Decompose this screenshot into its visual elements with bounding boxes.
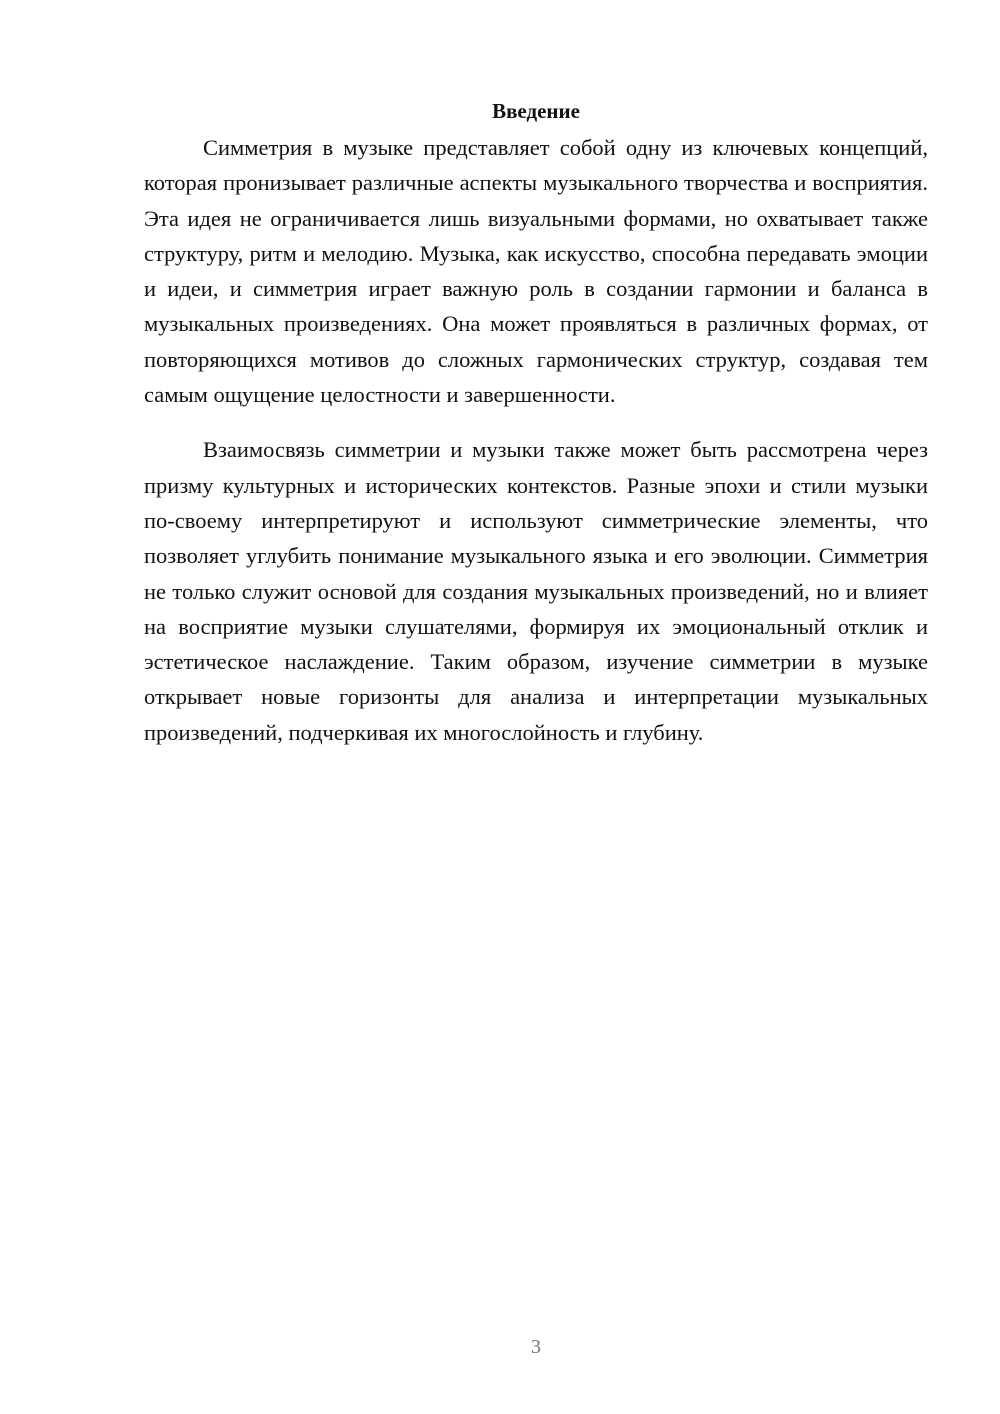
page-content <box>144 96 928 770</box>
page-number: 3 <box>531 1336 541 1358</box>
paragraph-1: Симметрия в музыке представляет собой одну из ключевых концепций, которая пронизывает различные аспекты музыкального творчества и восприятия. Эта идея не ограничивается лишь визуальными формами, но охватывает также структуру, ритм и мелодию. Музыка, как искусство, способна передавать эмоции и идеи, и симметрия играет важную роль в создании гармонии и баланса в музыкальных произведениях. Она может проявляться в различных формах, от повторяющихся мотивов до сложных гармонических структур, создавая тем самым ощущение целостности и завершенности. <box>144 135 928 408</box>
paragraph-2: Взаимосвязь симметрии и музыки также может быть рассмотрена через призму культурных и исторических контекстов. Разные эпохи и стили музыки по-своему интерпретируют и используют симметрические элементы, что позволяет углубить понимание музыкального языка и его эволюции. Симметрия не только служит основой для создания музыкальных произведений, но и влияет на восприятие музыки слушателями, формируя их эмоциональный отклик и эстетическое наслаждение. Таким образом, изучение симметрии в музыке открывает новые горизонты для анализа и интерпретации музыкальных произведений, подчеркивая их многослойность и глубину. <box>144 437 928 745</box>
section-heading: Введение <box>492 99 580 123</box>
